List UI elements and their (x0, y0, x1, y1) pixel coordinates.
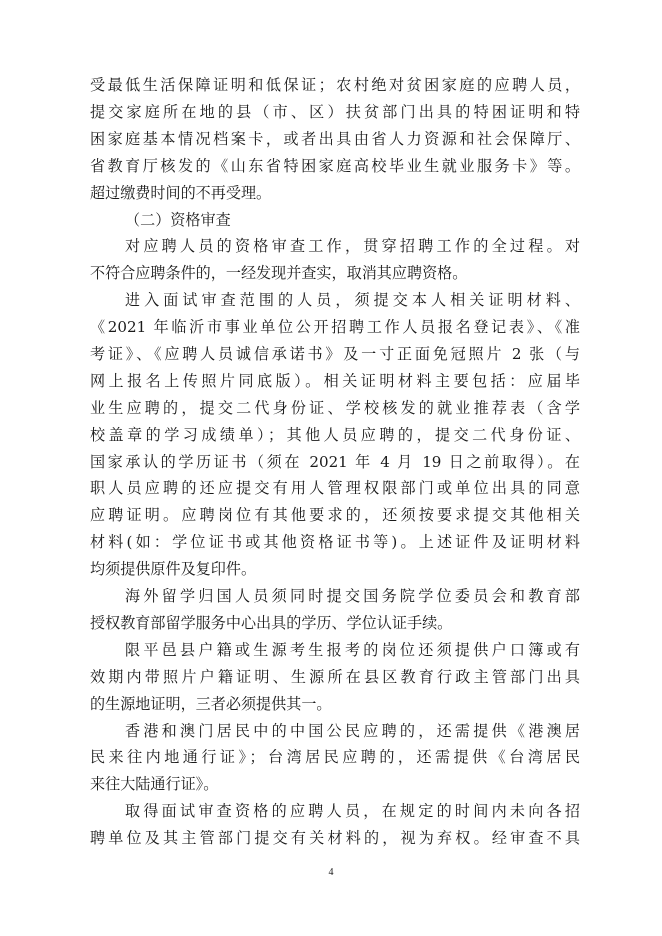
paragraph-line: 进入面试审查范围的人员，须提交本人相关证明材料、 (125, 291, 580, 310)
paragraph-line: 校盖章的学习成绩单）；其他人员应聘的，提交二代身份证、 (90, 425, 580, 444)
paragraph-line: 均须提供原件及复印件。 (90, 560, 257, 579)
paragraph-line: 职人员应聘的还应提交有用人管理权限部门或单位出具的同意 (90, 479, 580, 498)
paragraph-line: 应聘证明。应聘岗位有其他要求的，还须按要求提交其他相关 (90, 506, 580, 525)
paragraph-line: 民来往内地通行证》；台湾居民应聘的，还需提供《台湾居民 (90, 748, 580, 767)
paragraph-line: 来往大陆通行证》。 (90, 775, 219, 794)
paragraph-line: 香港和澳门居民中的中国公民应聘的，还需提供《港澳居 (125, 721, 580, 740)
paragraph-line: 效期内带照片户籍证明、生源所在县区教育行政主管部门出具 (90, 667, 580, 686)
paragraph-line: 《2021 年临沂市事业单位公开招聘工作人员报名登记表》、《准 (90, 318, 580, 337)
paragraph-line: 提交家庭所在地的县（市、区）扶贫部门出具的特困证明和特 (90, 102, 580, 121)
paragraph-line: 国家承认的学历证书（须在 2021 年 4 月 19 日之前取得）。在 (90, 452, 580, 471)
paragraph-line: 材料(如：学位证书或其他资格证书等)。上述证件及证明材料 (90, 533, 580, 552)
paragraph-line: 网上报名上传照片同底版）。相关证明材料主要包括：应届毕 (90, 371, 580, 390)
paragraph-line: 对应聘人员的资格审查工作，贯穿招聘工作的全过程。对 (125, 237, 580, 256)
paragraph-line: 省教育厅核发的《山东省特困家庭高校毕业生就业服务卡》等。 (90, 156, 580, 175)
paragraph-line: 考证》、《应聘人员诚信承诺书》及一寸正面免冠照片 2 张（与 (90, 345, 580, 363)
paragraph-line: 聘单位及其主管部门提交有关材料的，视为弃权。经审查不具 (90, 829, 580, 848)
page-number: 4 (328, 867, 334, 878)
paragraph-line: 超过缴费时间的不再受理。 (90, 183, 272, 202)
paragraph-line: 受最低生活保障证明和低保证；农村绝对贫困家庭的应聘人员， (90, 76, 580, 94)
paragraph-line: 授权教育部留学服务中心出具的学历、学位认证手续。 (90, 613, 453, 632)
paragraph-line: 困家庭基本情况档案卡，或者出具由省人力资源和社会保障厅、 (90, 129, 580, 148)
paragraph-line: 海外留学归国人员须同时提交国务院学位委员会和教育部 (125, 587, 580, 605)
paragraph-line: 不符合应聘条件的，一经发现并查实，取消其应聘资格。 (90, 264, 468, 283)
paragraph-line: 的生源地证明，三者必须提供其一。 (90, 694, 332, 713)
section-heading: （二）资格审查 (125, 210, 231, 229)
paragraph-line: 限平邑县户籍或生源考生报考的岗位还须提供户口簿或有 (125, 640, 580, 659)
paragraph-line: 取得面试审查资格的应聘人员，在规定的时间内未向各招 (125, 802, 580, 821)
paragraph-line: 业生应聘的，提交二代身份证、学校核发的就业推荐表（含学 (90, 398, 580, 417)
